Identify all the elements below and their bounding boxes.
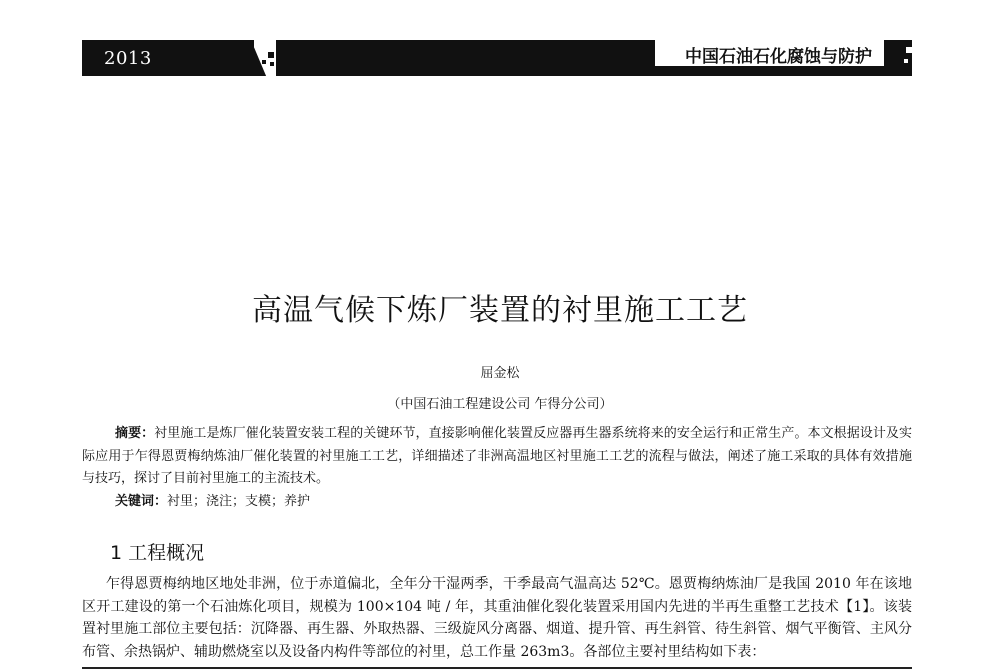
abstract-paragraph bbox=[82, 423, 912, 491]
author-affiliation: （中国石油工程建设公司 乍得分公司） bbox=[387, 397, 613, 412]
abstract-text: 衬里施工是炼厂催化装置安装工程的关键环节，直接影响催化装置反应器再生器系统将来的安全运行和正常生产。本文根据设计及实际应用于乍得恩贾梅纳炼油厂催化装置的衬里施工工艺，详细描述了非洲高温地区衬里施工工艺的流程与做法，阐述了施工采取的具体有效措施与技巧，探讨了目前衬里施工的主流技术。 bbox=[82, 426, 912, 486]
keywords-line bbox=[82, 491, 912, 514]
abstract-block bbox=[82, 423, 912, 513]
body-paragraph: 乍得恩贾梅纳地区地处非洲，位于赤道偏北，全年分干湿两季，干季最高气温高达 52℃。恩贾梅纳炼油厂是我国 2010 年在该地区开工建设的第一个石油炼化项目，规模为 100×104 吨 / 年，其重油催化裂化装置采用国内先进的半再生重整工艺技术【1】。该装置衬里施工部位主要包括：沉降器、再生器、外取热器、三级旋风分离器、烟道、提升管、再生斜管、待生斜管、烟气平衡管、主风分布管、余热锅炉、辅助燃烧室以及设备内构件等部位的衬里，总工作量 263m3。各部位主要衬里结构如下表： bbox=[82, 576, 912, 660]
issue-year: 2013 bbox=[104, 48, 152, 69]
keywords-text: 衬里；浇注；支模；养护 bbox=[167, 493, 311, 509]
body-text bbox=[82, 573, 912, 663]
table-top-rule bbox=[82, 667, 912, 669]
author-name: 屈金松 bbox=[480, 366, 520, 381]
article-title: 高温气候下炼厂装置的衬里施工工艺 bbox=[252, 293, 748, 328]
abstract-label: 摘要： bbox=[115, 426, 155, 441]
header-notch bbox=[254, 40, 276, 76]
journal-name: 中国石油石化腐蚀与防护 bbox=[655, 40, 884, 66]
keywords-label: 关键词： bbox=[115, 493, 168, 509]
running-header bbox=[82, 40, 912, 76]
section-heading: 1 工程概况 bbox=[110, 542, 205, 564]
